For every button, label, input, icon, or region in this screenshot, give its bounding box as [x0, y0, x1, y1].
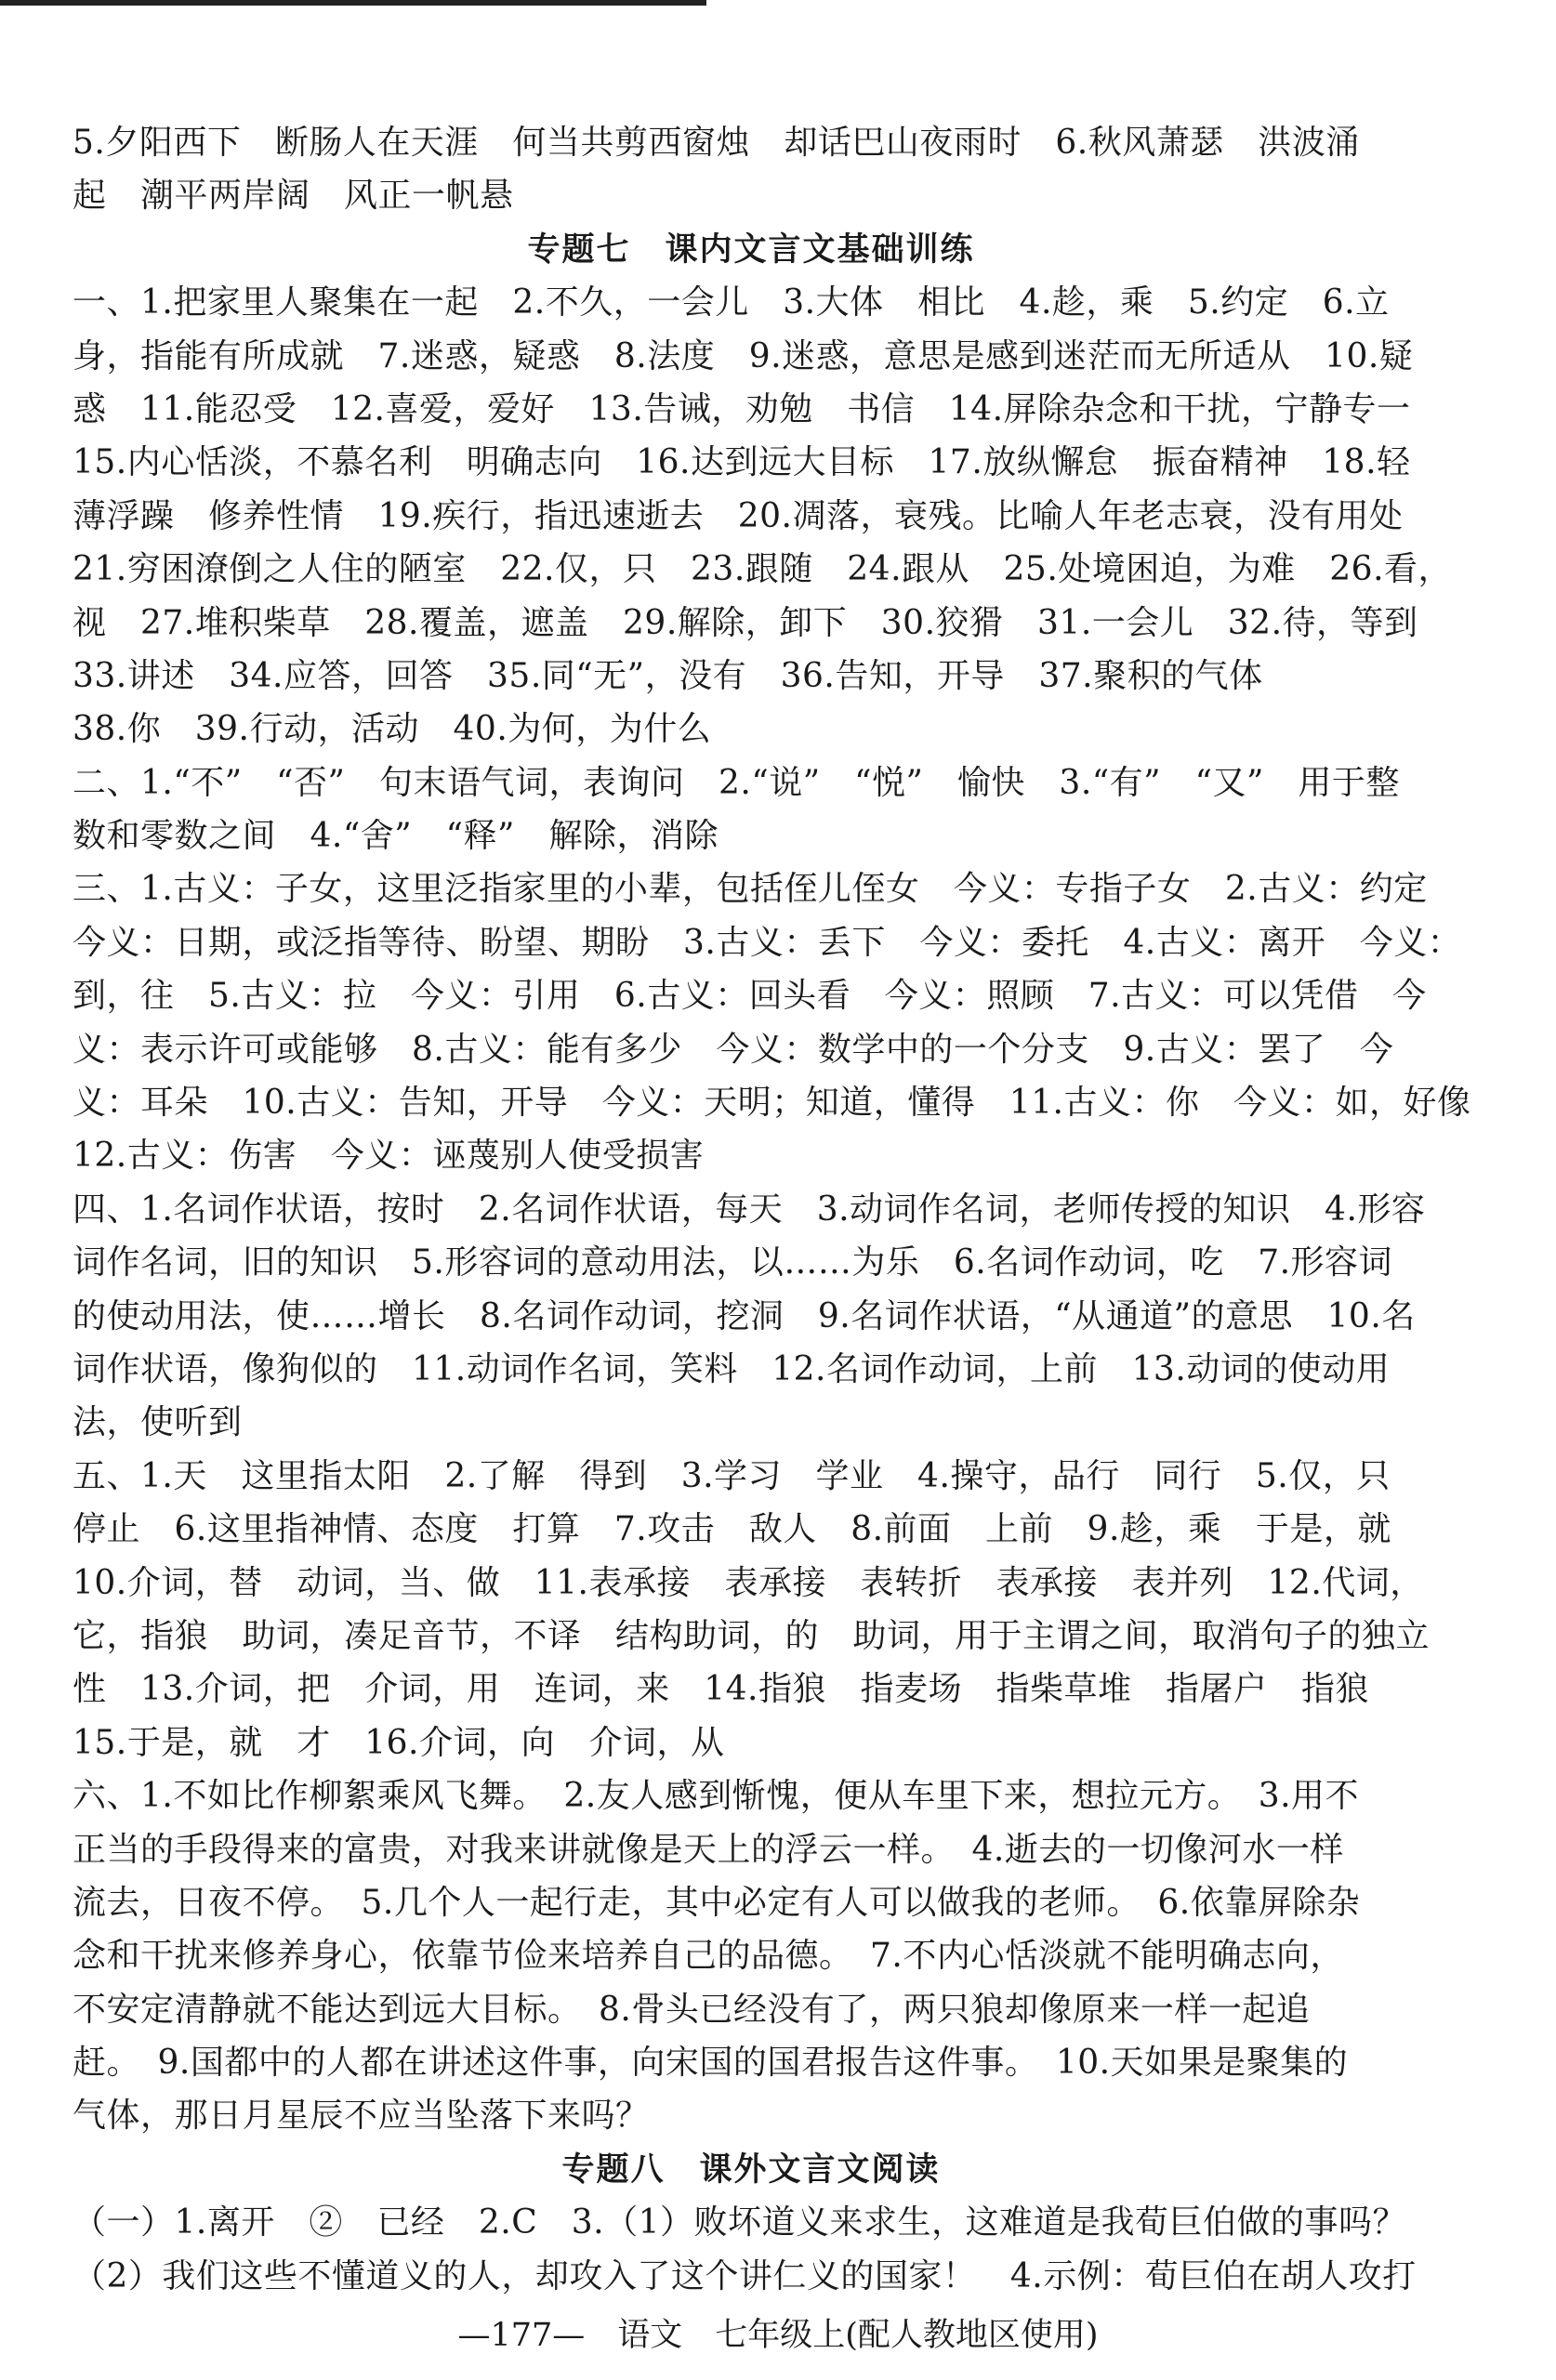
text-line: 起 潮平两岸阔 风正一帆悬 [73, 177, 514, 216]
text-line: 12.古义：伤害 今义：诬蔑别人使受损害 [73, 1137, 705, 1176]
text-line: 义：表示许可或能够 8.古义：能有多少 今义：数学中的一个分支 9.古义：罢了 今 [73, 1030, 1394, 1069]
text-line: 15.于是，就 才 16.介词，向 介词，从 [73, 1723, 725, 1762]
text-line: 念和干扰来修养身心，依靠节俭来培养自己的品德。 7.不内心恬淡就不能明确志向， [73, 1937, 1344, 1976]
text-line: 停止 6.这里指神情、态度 打算 7.攻击 敌人 8.前面 上前 9.趁，乘 于是，就 [73, 1510, 1391, 1549]
text-line: 的使动用法，使……增长 8.名词作动词，挖洞 9.名词作状语，“从通道”的意思 10.名 [73, 1296, 1416, 1335]
text-line: 数和零数之间 4.“舍” “释” 解除，消除 [73, 817, 719, 856]
section-heading-8: 专题八 课外文言文阅读 [561, 2150, 941, 2189]
text-line: 三、1.古义：子女，这里泛指家里的小辈，包括侄儿侄女 今义：专指子女 2.古义：约定 [73, 870, 1428, 909]
text-line: 21.穷困潦倒之人住的陋室 22.仅，只 23.跟随 24.跟从 25.处境困迫，为难 26.看， [73, 550, 1453, 589]
text-line: （一）1.离开 ② 已经 2.C 3.（1）败坏道义来求生，这难道是我荀巨伯做的事吗？ [73, 2203, 1406, 2242]
text-line: 二、1.“不” “否” 句末语气词，表询问 2.“说” “悦” 愉快 3.“有” “又” 用于整 [73, 763, 1400, 802]
top-rule [0, 0, 706, 6]
text-line: 身，指能有所成就 7.迷惑，疑惑 8.法度 9.迷惑，意思是感到迷茫而无所适从 10.疑 [73, 336, 1414, 375]
text-line: 正当的手段得来的富贵，对我来讲就像是天上的浮云一样。 4.逝去的一切像河水一样 [73, 1830, 1344, 1869]
text-line: 四、1.名词作状语，按时 2.名词作状语，每天 3.动词作名词，老师传授的知识 4.形容 [73, 1190, 1426, 1229]
text-line: 词作状语，像狗似的 11.动词作名词，笑料 12.名词作动词，上前 13.动词的使动用 [73, 1349, 1391, 1388]
text-line: 气体，那日月星辰不应当坠落下来吗？ [73, 2097, 650, 2136]
text-line: 33.讲述 34.应答，回答 35.同“无”，没有 36.告知，开导 37.聚积的气体 [73, 656, 1263, 695]
text-line: 六、1.不如比作柳絮乘风飞舞。 2.友人感到惭愧，便从车里下来，想拉元方。 3.用不 [73, 1777, 1360, 1816]
text-line: 赶。 9.国都中的人都在讲述这件事，向宋国的国君报告这件事。 10.天如果是聚集的 [73, 2044, 1349, 2083]
text-line: （2）我们这些不懂道义的人，却攻入了这个讲仁义的国家！ 4.示例：荀巨伯在胡人攻打 [73, 2256, 1417, 2295]
text-line: 性 13.介词，把 介词，用 连词，来 14.指狼 指麦场 指柴草堆 指屠户 指狼 [73, 1670, 1370, 1709]
text-line: 五、1.天 这里指太阳 2.了解 得到 3.学习 学业 4.操守，品行 同行 5.仅，只 [73, 1456, 1391, 1495]
answer-page [73, 116, 1471, 2303]
text-line: 一、1.把家里人聚集在一起 2.不久，一会儿 3.大体 相比 4.趁，乘 5.约定 6.立 [73, 283, 1390, 322]
text-line: 不安定清静就不能达到远大目标。 8.骨头已经没有了，两只狼却像原来一样一起追 [73, 1990, 1311, 2029]
text-line: 词作名词，旧的知识 5.形容词的意动用法，以……为乐 6.名词作动词，吃 7.形容词 [73, 1243, 1393, 1282]
text-line: 15.内心恬淡，不慕名利 明确志向 16.达到远大目标 17.放纵懈怠 振奋精神 18.轻 [73, 443, 1411, 482]
text-line: 到，往 5.古义：拉 今义：引用 6.古义：回头看 今义：照顾 7.古义：可以凭借 今 [73, 977, 1427, 1016]
text-line: 10.介词，替 动词，当、做 11.表承接 表承接 表转折 表承接 表并列 12.代词， [73, 1563, 1424, 1602]
text-line: 义：耳朵 10.古义：告知，开导 今义：天明；知道，懂得 11.古义：你 今义：如，好像 [73, 1084, 1471, 1123]
section-heading-7: 专题七 课内文言文基础训练 [527, 230, 975, 269]
text-line: 它，指狼 助词，凑足音节，不译 结构助词，的 助词，用于主谓之间，取消句子的独立 [73, 1616, 1431, 1655]
text-line: 今义：日期，或泛指等待、盼望、期盼 3.古义：丢下 今义：委托 4.古义：离开 今义： [73, 923, 1462, 962]
page-footer: —177— 语文 七年级上(配人教地区使用) [457, 2317, 1099, 2354]
text-line: 视 27.堆积柴草 28.覆盖，遮盖 29.解除，卸下 30.狡猾 31.一会儿 32.待，等到 [73, 603, 1418, 642]
text-line: 法，使听到 [73, 1403, 243, 1442]
text-line: 薄浮躁 修养性情 19.疾行，指迅速逝去 20.凋落，衰残。比喻人年老志衰，没有用处 [73, 496, 1404, 535]
text-line: 流去，日夜不停。 5.几个人一起行走，其中必定有人可以做我的老师。 6.依靠屏除杂 [73, 1883, 1361, 1922]
text-line: 38.你 39.行动，活动 40.为何，为什么 [73, 710, 712, 749]
text-line: 惑 11.能忍受 12.喜爱，爱好 13.告诫，劝勉 书信 14.屏除杂念和干扰，宁静专一 [73, 389, 1411, 428]
text-line: 5.夕阳西下 断肠人在天涯 何当共剪西窗烛 却话巴山夜雨时 6.秋风萧瑟 洪波涌 [73, 124, 1360, 162]
